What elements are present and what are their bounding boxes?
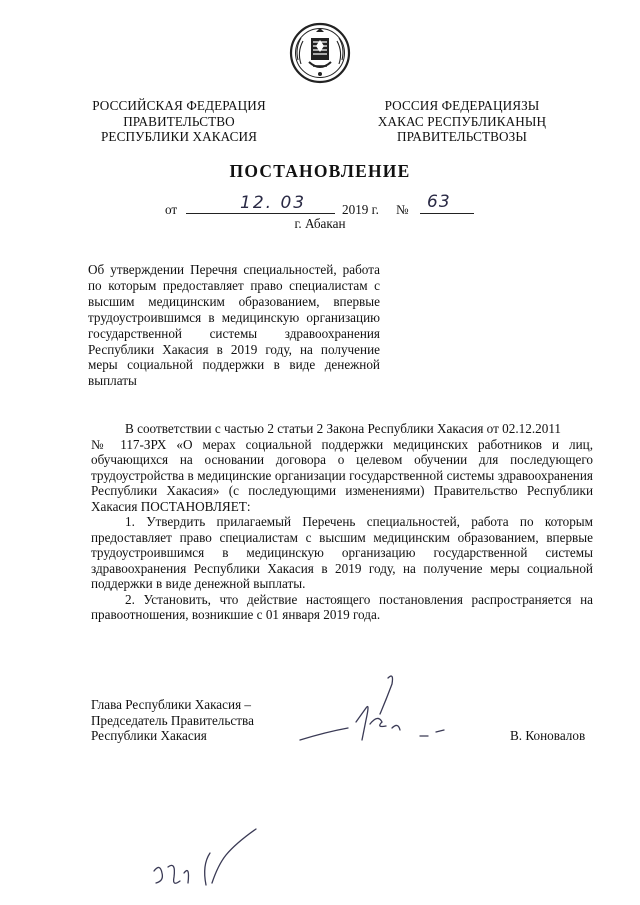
header-left-line: РОССИЙСКАЯ ФЕДЕРАЦИЯ: [92, 98, 266, 113]
body-paragraph: № 117-ЗРХ «О мерах социальной поддержки медицинских работников и лиц, обучающихся на основании договора о целевом обучении для последующего трудоустройства в медицинские организации государственной системы здравоохранения Республики Хакасия» (с последующими изменениями) Правительство Республики Хакасия ПОСТАНОВЛЯЕТ:: [91, 436, 593, 514]
body-paragraph: 1. Утвердить прилагаемый Перечень специальностей, работа по которым предоставляет право специалистам с высшим медицинским образованием, впервые трудоустроившимся в медицинскую организацию государственной системы здравоохранения Республики Хакасия в 2019 году, на получение меры социальной поддержки в виде денежной выплаты.: [91, 514, 593, 591]
signatory-position-line: Глава Республики Хакасия –: [91, 697, 252, 712]
document-city: г. Абакан: [294, 216, 346, 231]
number-underline: [420, 213, 474, 214]
body-paragraph: 2. Установить, что действие настоящего постановления распространяется на правоотношения, возникшие с 01 января 2019 года.: [91, 591, 593, 622]
date-prefix: от: [165, 202, 178, 217]
document-body: [91, 421, 593, 623]
signatory-position-line: Республики Хакасия: [91, 728, 207, 744]
header-right-line: ХАКАС РЕСПУБЛИКАНЫҢ: [377, 113, 547, 129]
header-right-line: ПРАВИТЕЛЬСТВОЗЫ: [397, 129, 527, 144]
header-left-line: РЕСПУБЛИКИ ХАКАСИЯ: [101, 129, 257, 144]
handwritten-date: 12. 03: [240, 193, 307, 213]
header-left-line: ПРАВИТЕЛЬСТВО: [123, 113, 235, 129]
header-left-block: [70, 98, 288, 145]
document-type-title: ПОСТАНОВЛЕНИЕ: [229, 161, 411, 181]
date-underline: [186, 213, 335, 214]
handwritten-number: 63: [427, 192, 451, 212]
number-label: №: [396, 202, 409, 217]
document-year: 2019 г.: [342, 202, 379, 217]
header-right-block: [352, 98, 572, 145]
header-right-line: РОССИЯ ФЕДЕРАЦИЯЗЫ: [384, 98, 540, 113]
coat-of-arms-icon: [289, 22, 351, 84]
handwritten-initials-icon: [146, 825, 266, 903]
document-subject: Об утверждении Перечня специальностей, работа по которым предоставляет право специалистам с высшим медицинским образованием, впервые трудоустроившимся в медицинскую организацию государственной системы здравоохранения Республики Хакасия в 2019 году, на получение меры социальной поддержки в виде денежной выплаты: [88, 262, 380, 389]
signatory-position: [91, 697, 254, 744]
signatory-name: В. Коновалов: [510, 728, 586, 743]
signatory-position-line: Председатель Правительства: [91, 712, 254, 728]
handwritten-signature-icon: [296, 670, 446, 760]
body-paragraph: В соответствии с частью 2 статьи 2 Закона Республики Хакасия от 02.12.2011: [125, 421, 562, 436]
